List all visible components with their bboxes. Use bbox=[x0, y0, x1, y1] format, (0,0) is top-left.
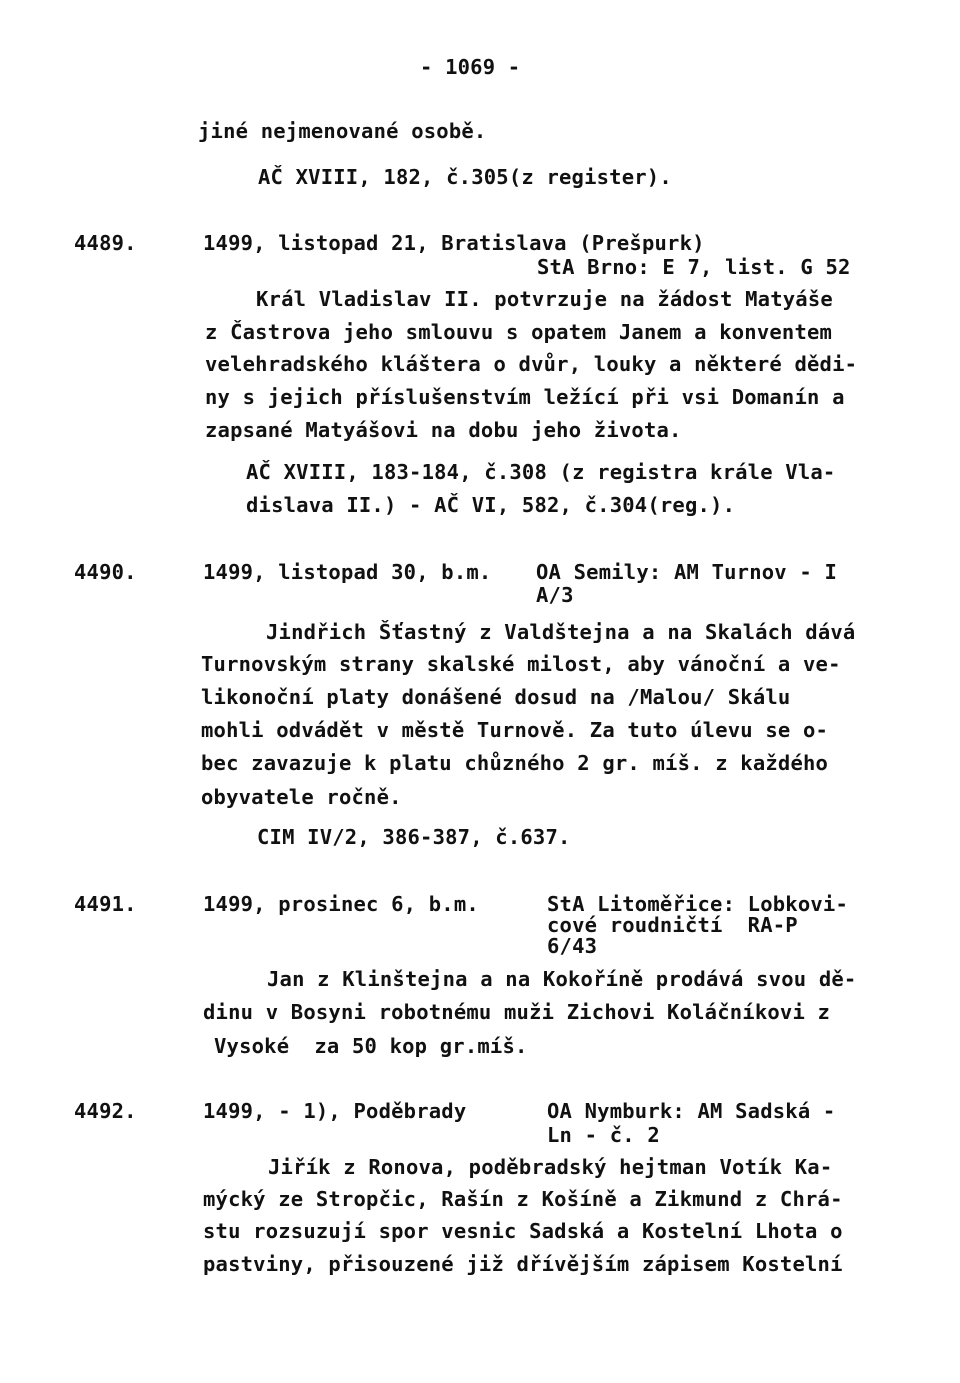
entry-text-line: ny s jejich příslušenstvím ležící při vsi Domanín a bbox=[205, 385, 845, 409]
entry-text-line: velehradského kláštera o dvůr, louky a některé dědi- bbox=[205, 352, 858, 376]
entry-archive: StA Brno: E 7, list. G 52 bbox=[537, 255, 851, 279]
entry-date-place: 1499, listopad 30, b.m. bbox=[203, 560, 492, 584]
entry-archive: OA Nymburk: AM Sadská - bbox=[547, 1099, 836, 1123]
entry-date-place: 1499, - 1), Poděbrady bbox=[203, 1099, 467, 1123]
continuation-line: jiné nejmenované osobě. bbox=[198, 119, 487, 143]
entry-text-line: Král Vladislav II. potvrzuje na žádost Matyáše bbox=[256, 287, 833, 311]
entry-text-line: Jiřík z Ronova, poděbradský hejtman Votík Ka- bbox=[268, 1155, 833, 1179]
entry-number: 4490. bbox=[74, 560, 137, 584]
entry-archive: 6/43 bbox=[547, 934, 598, 958]
entry-reference: AČ XVIII, 183-184, č.308 (z registra krále Vla- bbox=[246, 460, 836, 484]
entry-archive: cové roudničtí RA-P bbox=[547, 913, 798, 937]
entry-number: 4492. bbox=[74, 1099, 137, 1123]
entry-text-line: Vysoké za 50 kop gr.míš. bbox=[214, 1034, 528, 1058]
entry-text-line: mýcký ze Stropčic, Rašín z Košíně a Zikmund z Chrá- bbox=[203, 1187, 843, 1211]
page-number: - 1069 - bbox=[420, 55, 521, 79]
entry-text-line: stu rozsuzují spor vesnic Sadská a Kostelní Lhota o bbox=[203, 1219, 843, 1243]
entry-archive: A/3 bbox=[536, 583, 574, 607]
entry-text-line: mohli odvádět v městě Turnově. Za tuto úlevu se o- bbox=[201, 718, 829, 742]
entry-archive: OA Semily: AM Turnov - I bbox=[536, 560, 838, 584]
entry-text-line: Jindřich Šťastný z Valdštejna a na Skalách dává bbox=[266, 620, 856, 644]
entry-archive: Ln - č. 2 bbox=[547, 1123, 660, 1147]
entry-text-line: Turnovským strany skalské milost, aby vánoční a ve- bbox=[201, 652, 841, 676]
entry-reference: dislava II.) - AČ VI, 582, č.304(reg.). bbox=[246, 493, 736, 517]
entry-date-place: 1499, prosinec 6, b.m. bbox=[203, 892, 479, 916]
entry-text-line: pastviny, přisouzené již dřívějším zápisem Kostelní bbox=[203, 1252, 843, 1276]
entry-text-line: likonoční platy donášené dosud na /Malou/ Skálu bbox=[201, 685, 791, 709]
entry-number: 4489. bbox=[74, 231, 137, 255]
continuation-reference: AČ XVIII, 182, č.305(z register). bbox=[258, 165, 672, 189]
entry-reference: CIM IV/2, 386-387, č.637. bbox=[257, 825, 571, 849]
entry-text-line: Jan z Klinštejna a na Kokoříně prodává svou dě- bbox=[267, 967, 857, 991]
entry-text-line: z Častrova jeho smlouvu s opatem Janem a konventem bbox=[205, 320, 833, 344]
entry-text-line: bec zavazuje k platu chůzného 2 gr. míš. z každého bbox=[201, 751, 829, 775]
entry-text-line: zapsané Matyášovi na dobu jeho života. bbox=[205, 418, 682, 442]
entry-number: 4491. bbox=[74, 892, 137, 916]
entry-text-line: dinu v Bosyni robotnému muži Zichovi Koláčníkovi z bbox=[203, 1000, 831, 1024]
entry-text-line: obyvatele ročně. bbox=[201, 785, 402, 809]
entry-archive: StA Litoměřice: Lobkovi- bbox=[547, 892, 849, 916]
entry-date-place: 1499, listopad 21, Bratislava (Prešpurk) bbox=[203, 231, 705, 255]
